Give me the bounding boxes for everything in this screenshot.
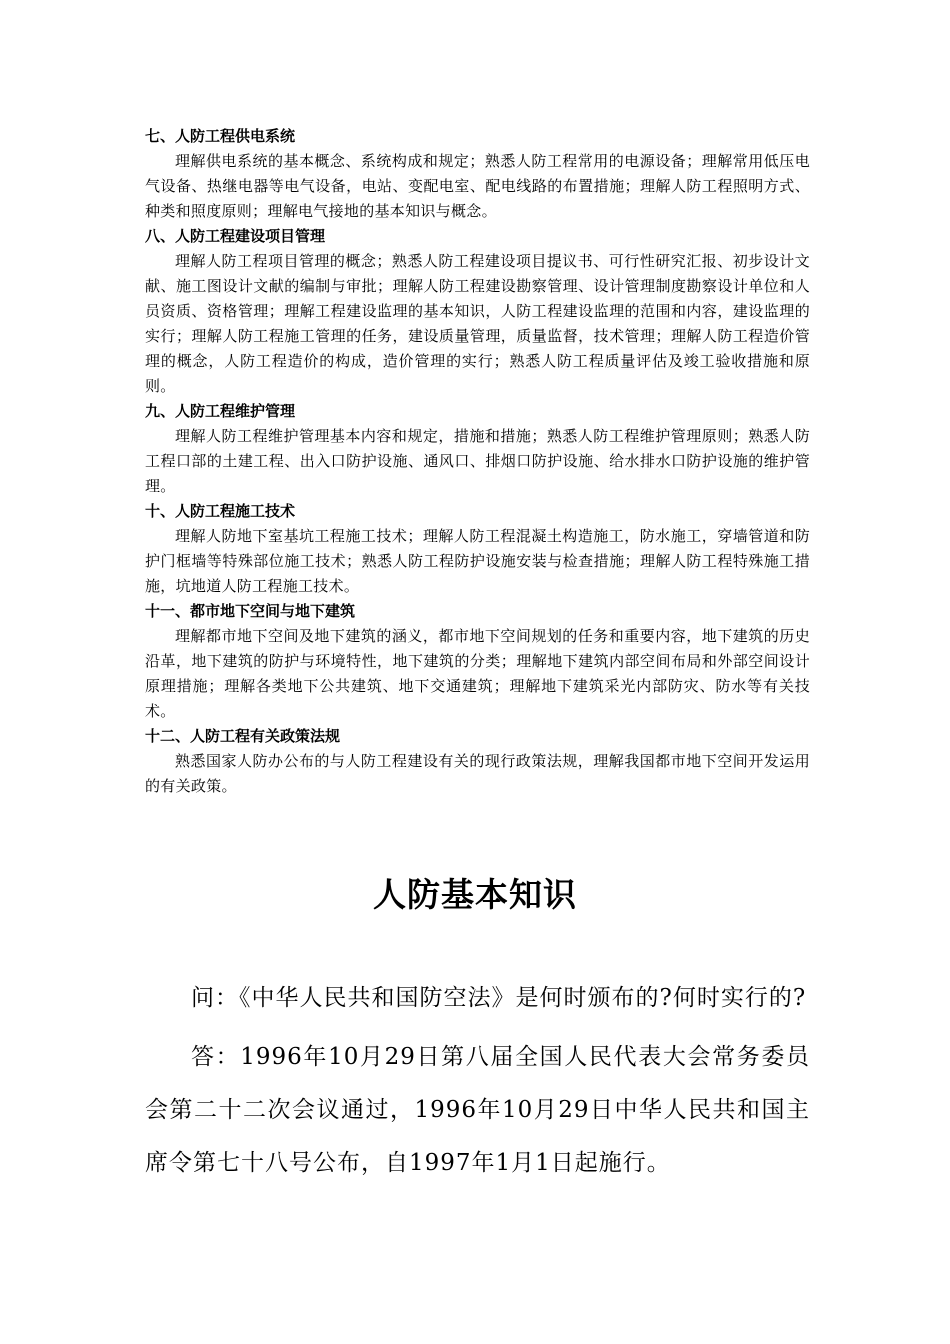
section-heading: 八、人防工程建设项目管理 bbox=[145, 227, 326, 245]
section-body: 理解人防工程项目管理的概念；熟悉人防工程建设项目提议书、可行性研究汇报、初步设计文献、施工图设计文献的编制与审批；理解人防工程建设勘察管理、设计管理制度勘察设计单位和人员资质、资格管理；理解工程建设监理的基本知识，人防工程建设监理的范围和内容，建设监理的实行；理解人防工程施工管理的任务，建设质量管理，质量监督，技术管理；理解人防工程造价管理的概念，人防工程造价的构成，造价管理的实行；熟悉人防工程质量评估及竣工验收措施和原则。 bbox=[145, 252, 810, 395]
section-body: 理解人防地下室基坑工程施工技术；理解人防工程混凝土构造施工，防水施工，穿墙管道和防护门框墙等特殊部位施工技术；熟悉人防工程防护设施安装与检查措施；理解人防工程特殊施工措施，坑地道人防工程施工技术。 bbox=[145, 527, 810, 595]
section-12 bbox=[145, 724, 810, 799]
page-title: 人防基本知识 bbox=[373, 875, 577, 914]
section-heading: 十一、都市地下空间与地下建筑 bbox=[145, 602, 356, 620]
syllabus-sections bbox=[145, 124, 810, 799]
section-body: 理解人防工程维护管理基本内容和规定，措施和措施；熟悉人防工程维护管理原则；熟悉人防工程口部的土建工程、出入口防护设施、通风口、排烟口防护设施、给水排水口防护设施的维护管理。 bbox=[145, 427, 810, 495]
section-heading: 十、人防工程施工技术 bbox=[145, 502, 296, 520]
section-8 bbox=[145, 224, 810, 399]
section-heading: 九、人防工程维护管理 bbox=[145, 402, 296, 420]
section-heading: 十二、人防工程有关政策法规 bbox=[145, 727, 341, 745]
answer-text: 答：1996年10月29日第八届全国人民代表大会常务委员会第二十二次会议通过，1996年10月29日中华人民共和国主席令第七十八号公布，自1997年1月1日起施行。 bbox=[145, 1044, 810, 1176]
section-body: 理解供电系统的基本概念、系统构成和规定；熟悉人防工程常用的电源设备；理解常用低压电气设备、热继电器等电气设备，电站、变配电室、配电线路的布置措施；理解人防工程照明方式、种类和照度原则；理解电气接地的基本知识与概念。 bbox=[145, 152, 810, 220]
section-10 bbox=[145, 499, 810, 599]
section-body: 熟悉国家人防办公布的与人防工程建设有关的现行政策法规，理解我国都市地下空间开发运用的有关政策。 bbox=[145, 752, 810, 795]
section-9 bbox=[145, 399, 810, 499]
section-heading: 七、人防工程供电系统 bbox=[145, 127, 296, 145]
section-11 bbox=[145, 599, 810, 724]
section-body: 理解都市地下空间及地下建筑的涵义，都市地下空间规划的任务和重要内容，地下建筑的历史沿革，地下建筑的防护与环境特性，地下建筑的分类；理解地下建筑内部空间布局和外部空间设计原理措施；理解各类地下公共建筑、地下交通建筑；理解地下建筑采光内部防灾、防水等有关技术。 bbox=[145, 627, 810, 720]
qa-block bbox=[145, 975, 810, 1190]
section-7 bbox=[145, 124, 810, 224]
question-text: 问：《中华人民共和国防空法》是何时颁布的?何时实行的? bbox=[191, 985, 807, 1011]
